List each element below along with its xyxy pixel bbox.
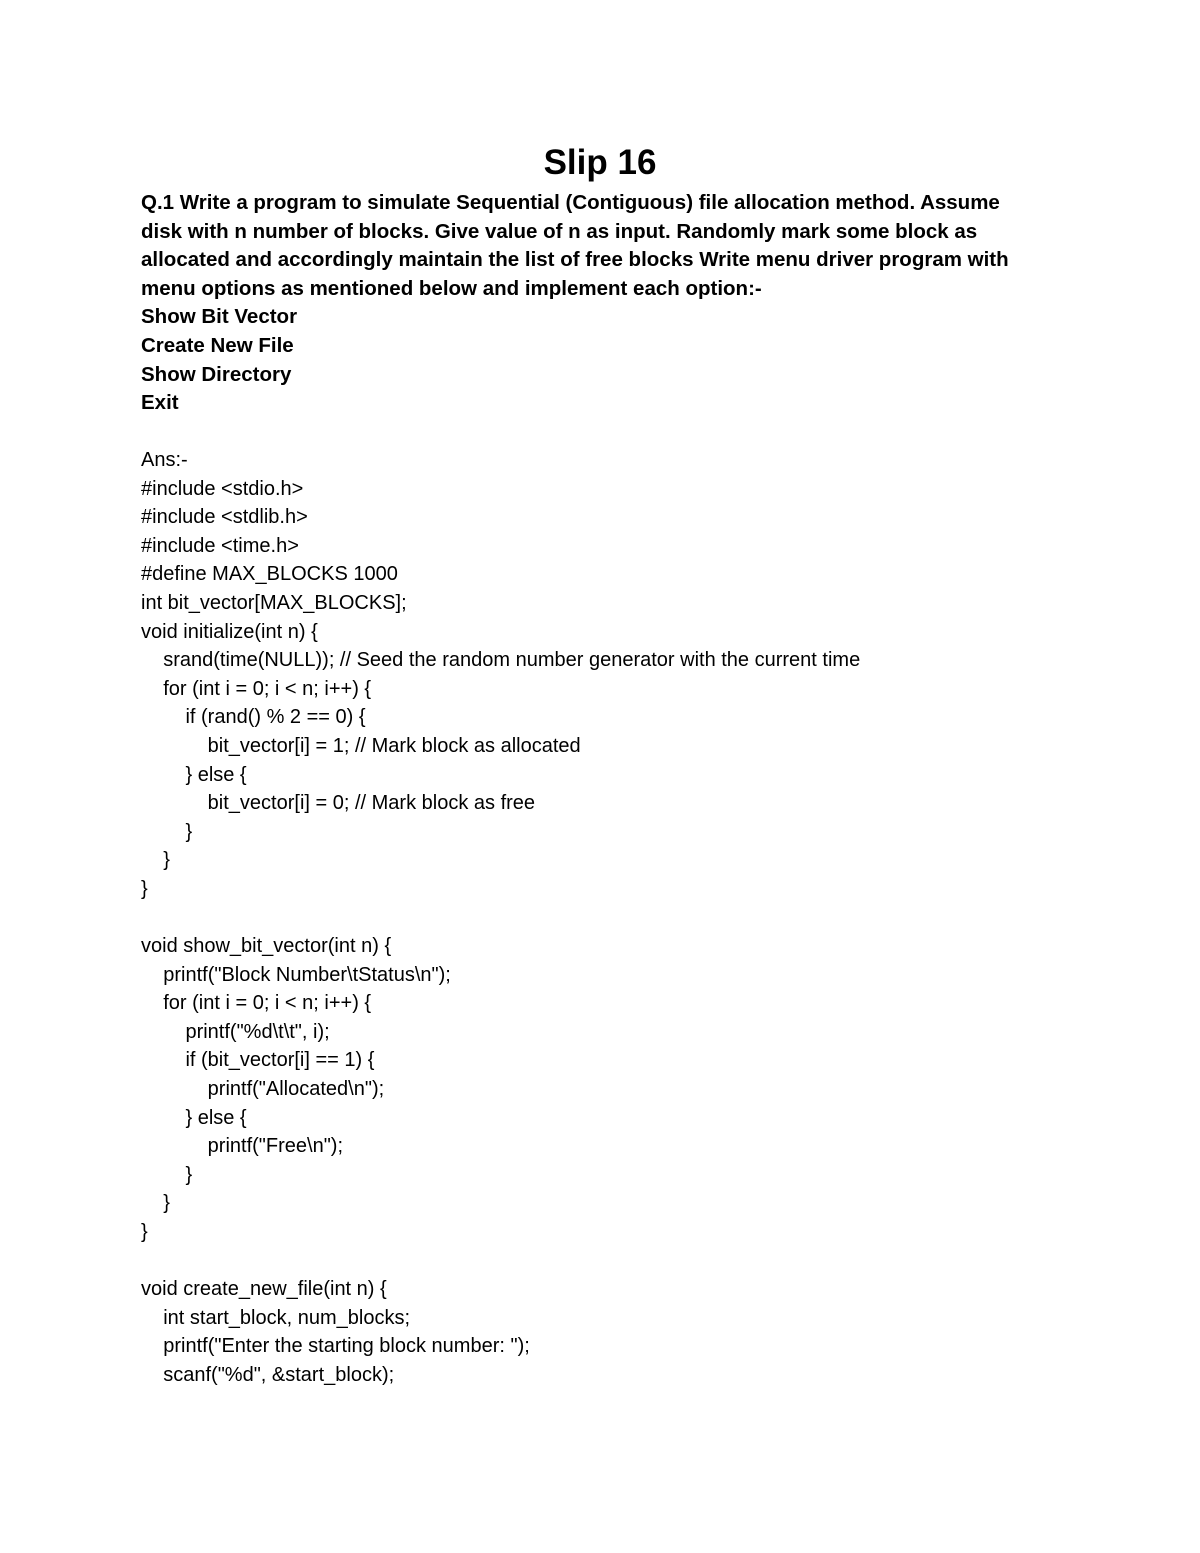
code-line: printf("Free\n"); <box>141 1135 344 1158</box>
code-line: for (int i = 0; i < n; i++) { <box>141 677 372 700</box>
code-line: if (rand() % 2 == 0) { <box>141 706 366 729</box>
menu-option-exit: Exit <box>141 391 179 415</box>
code-line: bit_vector[i] = 0; // Mark block as free <box>141 792 536 815</box>
code-line: } <box>141 1163 193 1186</box>
code-line: #include <stdio.h> <box>141 477 304 500</box>
code-line: void show_bit_vector(int n) { <box>141 935 392 958</box>
question-line: disk with n number of blocks. Give value of n as input. Randomly mark some block as <box>141 219 978 243</box>
code-line: void create_new_file(int n) { <box>141 1278 387 1301</box>
code-line: if (bit_vector[i] == 1) { <box>141 1049 375 1072</box>
code-line: printf("Enter the starting block number: "); <box>141 1335 530 1358</box>
code-line: int start_block, num_blocks; <box>141 1306 411 1329</box>
code-line: } <box>141 820 193 843</box>
menu-option-show-directory: Show Directory <box>141 362 292 386</box>
code-line: } <box>141 849 170 872</box>
code-line: #define MAX_BLOCKS 1000 <box>141 563 398 586</box>
question-line: menu options as mentioned below and implement each option:- <box>141 276 762 300</box>
code-listing <box>141 475 1091 1390</box>
answer-label: Ans:- <box>141 449 188 471</box>
code-line: #include <stdlib.h> <box>141 506 308 529</box>
code-line: } <box>141 1221 148 1244</box>
code-line: } <box>141 877 148 900</box>
blank-line <box>141 904 1091 933</box>
code-line: srand(time(NULL)); // Seed the random number generator with the current time <box>141 649 861 672</box>
code-line: scanf("%d", &start_block); <box>141 1364 395 1386</box>
code-line: printf("%d\t\t", i); <box>141 1020 330 1043</box>
question-block <box>141 189 1071 418</box>
answer-block <box>141 446 1091 1390</box>
code-line: } <box>141 1192 170 1215</box>
code-line: for (int i = 0; i < n; i++) { <box>141 992 372 1015</box>
page-title: Slip 16 <box>543 143 657 182</box>
question-line: Q.1 Write a program to simulate Sequential (Contiguous) file allocation method. Assume <box>141 191 1000 214</box>
code-line: bit_vector[i] = 1; // Mark block as allocated <box>141 734 581 757</box>
menu-option-create-new-file: Create New File <box>141 333 294 357</box>
code-line: printf("Block Number\tStatus\n"); <box>141 963 451 986</box>
code-line: printf("Allocated\n"); <box>141 1078 385 1101</box>
menu-option-show-bit-vector: Show Bit Vector <box>141 305 298 329</box>
question-line: allocated and accordingly maintain the list of free blocks Write menu driver program with <box>141 248 1009 272</box>
blank-line <box>141 1247 1091 1276</box>
code-line: } else { <box>141 763 247 786</box>
code-line: void initialize(int n) { <box>141 620 318 643</box>
code-line: } else { <box>141 1106 247 1129</box>
code-line: int bit_vector[MAX_BLOCKS]; <box>141 591 407 614</box>
code-line: #include <time.h> <box>141 534 299 557</box>
